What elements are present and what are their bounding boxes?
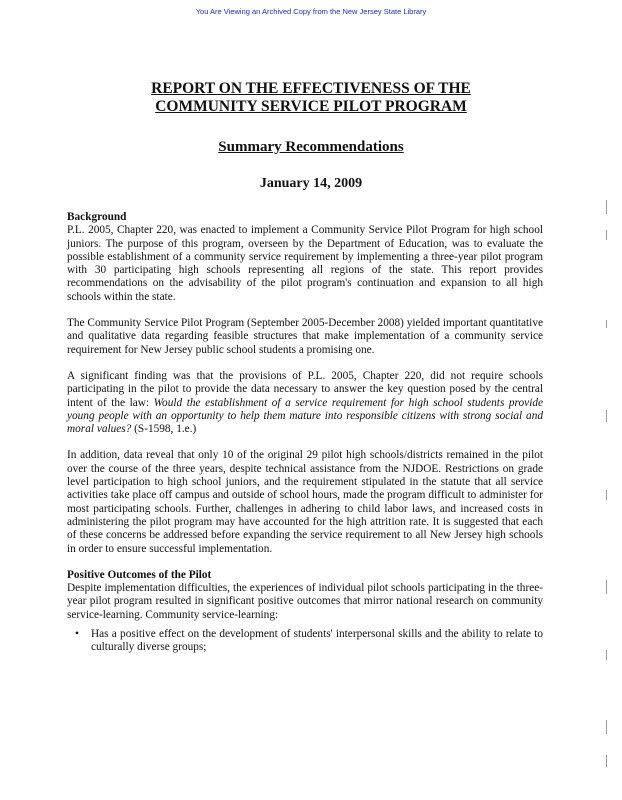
background-paragraph-2: The Community Service Pilot Program (September 2005-December 2008) yielded important quantitative and qualitative data regarding feasible structures that make implementation of a community service requirement for New Jersey public school students a promising one. [67,317,543,356]
background-paragraph-3 [67,370,543,436]
report-title [0,80,622,116]
archive-banner: You Are Viewing an Archived Copy from the New Jersey State Library [195,7,427,16]
background-paragraph-1: P.L. 2005, Chapter 220, was enacted to implement a Community Service Pilot Program for high school juniors. The purpose of this program, overseen by the Department of Education, was to evaluate the possible establishment of a community service requirement by implementing a three-year pilot program with 30 participating high schools representing all regions of the state. This report provides recommendations on the advisability of the pilot program's continuation and expansion to all high schools within the state. [67,224,543,303]
background-paragraph-4: In addition, data reveal that only 10 of the original 29 pilot high schools/districts remained in the pilot over the course of the three years, despite technical assistance from the NJDOE. Restrictions on grade level participation to high school juniors, and the requirement stipulated in the statute that all service activities take place off campus and outside of school hours, made the program difficult to administer for most participating schools. Further, challenges in adhering to child labor laws, and increased costs in administering the pilot program may have accounted for the high attrition rate. It is suggested that each of these concerns be addressed before expanding the service requirement to all New Jersey high schools in order to ensure successful implementation. [67,449,543,555]
report-title-line-2: COMMUNITY SERVICE PILOT PROGRAM [155,98,467,115]
scan-margin-marks [606,200,610,770]
document-body [67,211,543,655]
key-question: Would the establishment of a service requirement for high school students provide young people with an opportunity to help them mature into responsible citizens with strong social and moral values? [67,396,543,436]
outcomes-heading: Positive Outcomes of the Pilot [67,568,212,581]
bullet-icon: • [75,628,79,641]
background-section [67,211,543,304]
report-subtitle: Summary Recommendations [218,139,404,155]
paragraph-3-lead: A significant finding was that the provisions of P.L. 2005, Chapter 220, did not require schools participating in the pilot to provide the data necessary to answer the key question posed by the central intent of the law: [67,369,543,409]
background-heading: Background [67,211,127,223]
outcomes-paragraph-1: Despite implementation difficulties, the experiences of individual pilot schools participating in the three-year pilot program resulted in significant positive outcomes that mirror national research on community service-learning. Community service-learning: [67,582,543,621]
list-item [75,628,543,655]
report-date: January 14, 2009 [259,176,363,191]
statute-citation: (S-1598, 1.e.) [131,423,197,436]
outcomes-list [67,628,543,655]
outcomes-section [67,569,543,622]
list-item-text: Has a positive effect on the development of students' interpersonal skills and the ability to relate to culturally diverse groups; [91,628,543,654]
report-title-line-1: REPORT ON THE EFFECTIVENESS OF THE [151,80,471,97]
